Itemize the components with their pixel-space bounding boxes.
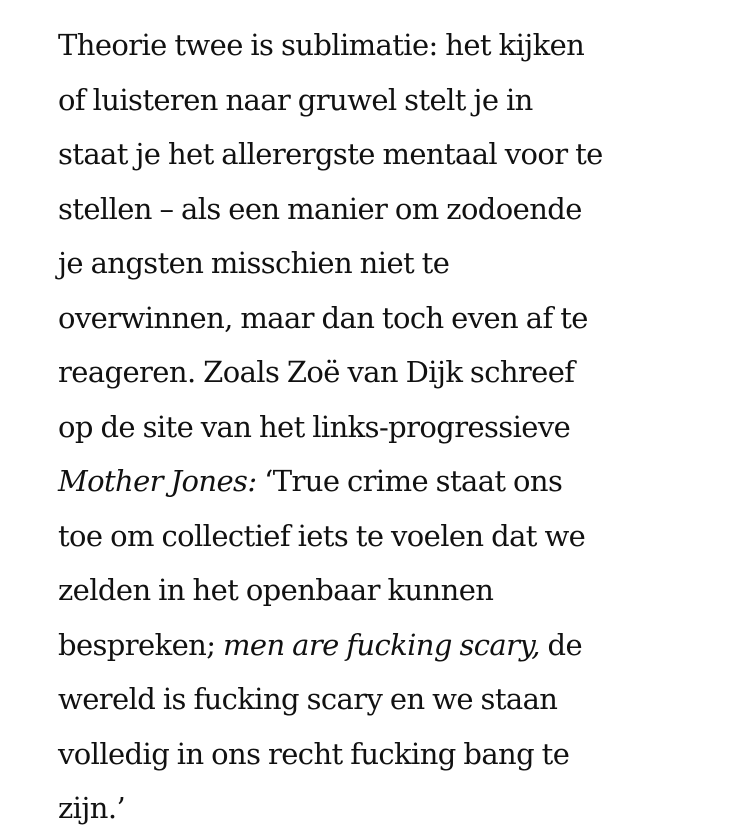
emphasis-text: men are fucking scary, (223, 627, 540, 662)
text-line: Theorie twee is sublimatie: het kijken (58, 28, 585, 62)
text-line: zelden in het openbaar kunnen (58, 573, 494, 607)
publication-name: Mother Jones: (58, 464, 257, 498)
text-line: je angsten misschien niet te (58, 246, 450, 280)
text-line: reageren. Zoals Zoë van Dijk schreef (58, 355, 575, 389)
text-segment: ‘True crime staat ons (256, 464, 563, 498)
text-line: toe om collectief iets te voelen dat we (58, 518, 586, 553)
text-line: volledig in ons recht fucking bang te (58, 736, 570, 771)
text-line: stellen – als een manier om zodoende (58, 191, 582, 226)
text-line: wereld is fucking scary en we staan (58, 682, 558, 716)
text-line: staat je het allerergste mentaal voor te (58, 137, 603, 171)
text-segment: bespreken; (58, 627, 223, 662)
text-line-with-publication (58, 454, 738, 509)
text-line: overwinnen, maar dan toch even af te (58, 300, 588, 335)
text-line: op de site van het links-progressieve (58, 409, 571, 444)
text-line: of luisteren naar gruwel stelt je in (58, 82, 533, 117)
text-line: zijn.’ (58, 791, 126, 825)
text-segment: de (539, 627, 583, 662)
article-paragraph (58, 18, 738, 836)
text-line-with-emphasis (58, 618, 738, 673)
